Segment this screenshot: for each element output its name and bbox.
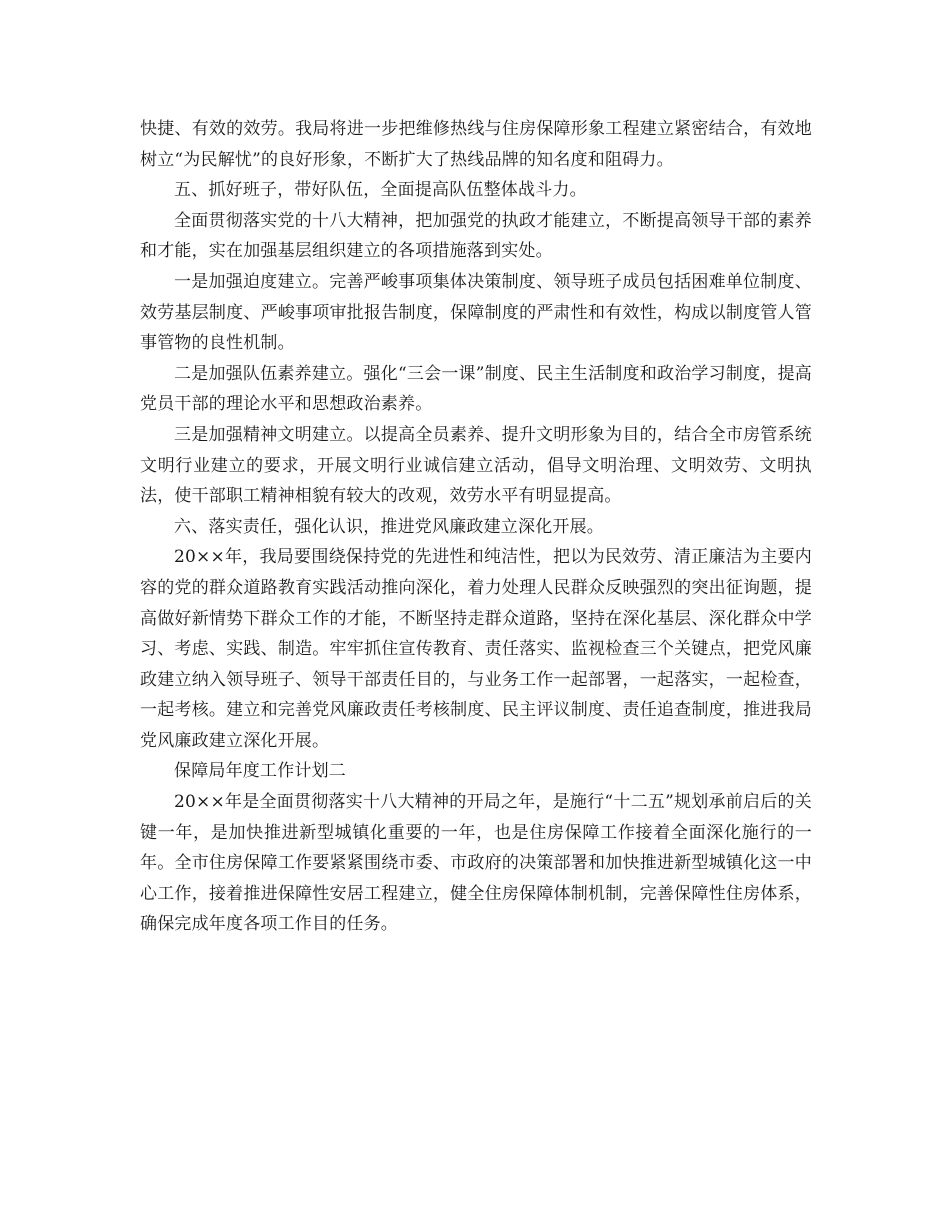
paragraph-system-building: 一是加强迫度建立。完善严峻事项集体决策制度、领导班子成员包括困难单位制度、效劳基层制度、严峻事项审批报告制度，保障制度的严肃性和有效性，构成以制度管人管事管物的良性机制。 xyxy=(140,271,812,354)
paragraph-plan-two-intro: 20××年是全面贯彻落实十八大精神的开局之年，是施行“十二五”规划承前启后的关键一年，是加快推进新型城镇化重要的一年，也是住房保障工作接着全面深化施行的一年。全市住房保障工作要紧紧围绕市委、市政府的决策部署和加快推进新型城镇化这一中心工作，接着推进保障性安居工程建立，健全住房保障体制机制，完善保障性住房体系，确保完成年度各项工作目的任务。 xyxy=(140,792,812,935)
heading-section-six: 六、落实责任，强化认识，推进党风廉政建立深化开展。 xyxy=(174,516,604,537)
heading-section-five: 五、抓好班子，带好队伍，全面提高队伍整体战斗力。 xyxy=(174,180,587,201)
paragraph-hotline-continuation: 快捷、有效的效劳。我局将进一步把维修热线与住房保障形象工程建立紧密结合，有效地树立“为民解忧”的良好形象，不断扩大了热线品牌的知名度和阻碍力。 xyxy=(140,119,812,170)
paragraph-party-congress: 全面贯彻落实党的十八大精神，把加强党的执政才能建立，不断提高领导干部的素养和才能，实在加强基层组织建立的各项措施落到实处。 xyxy=(140,210,812,262)
paragraph-clean-governance: 20××年，我局要围绕保持党的先进性和纯洁性，把以为民效劳、清正廉洁为主要内容的党的群众道路教育实践活动推向深化，着力处理人民群众反映强烈的突出征询题，提高做好新情势下群众工作的才能，不断坚持走群众道路，坚持在深化基层、深化群众中学习、考虑、实践、制造。牢牢抓住宣传教育、责任落实、监视检查三个关键点，把党风廉政建立纳入领导班子、领导干部责任目的，与业务工作一起部署，一起落实，一起检查，一起考核。建立和完善党风廉政责任考核制度、民主评议制度、责任追查制度，推进我局党风廉政建立深化开展。 xyxy=(140,547,812,751)
document-body xyxy=(140,114,812,940)
paragraph-spiritual-civilization: 三是加强精神文明建立。以提高全员素养、提升文明形象为目的，结合全市房管系统文明行业建立的要求，开展文明行业诚信建立活动，倡导文明治理、文明效劳、文明执法，使干部职工精神相貌有较大的改观，效劳水平有明显提高。 xyxy=(140,424,812,507)
paragraph-team-quality: 二是加强队伍素养建立。强化“三会一课”制度、民主生活制度和政治学习制度，提高党员干部的理论水平和思想政治素养。 xyxy=(140,363,812,415)
heading-plan-two: 保障局年度工作计划二 xyxy=(174,761,346,782)
